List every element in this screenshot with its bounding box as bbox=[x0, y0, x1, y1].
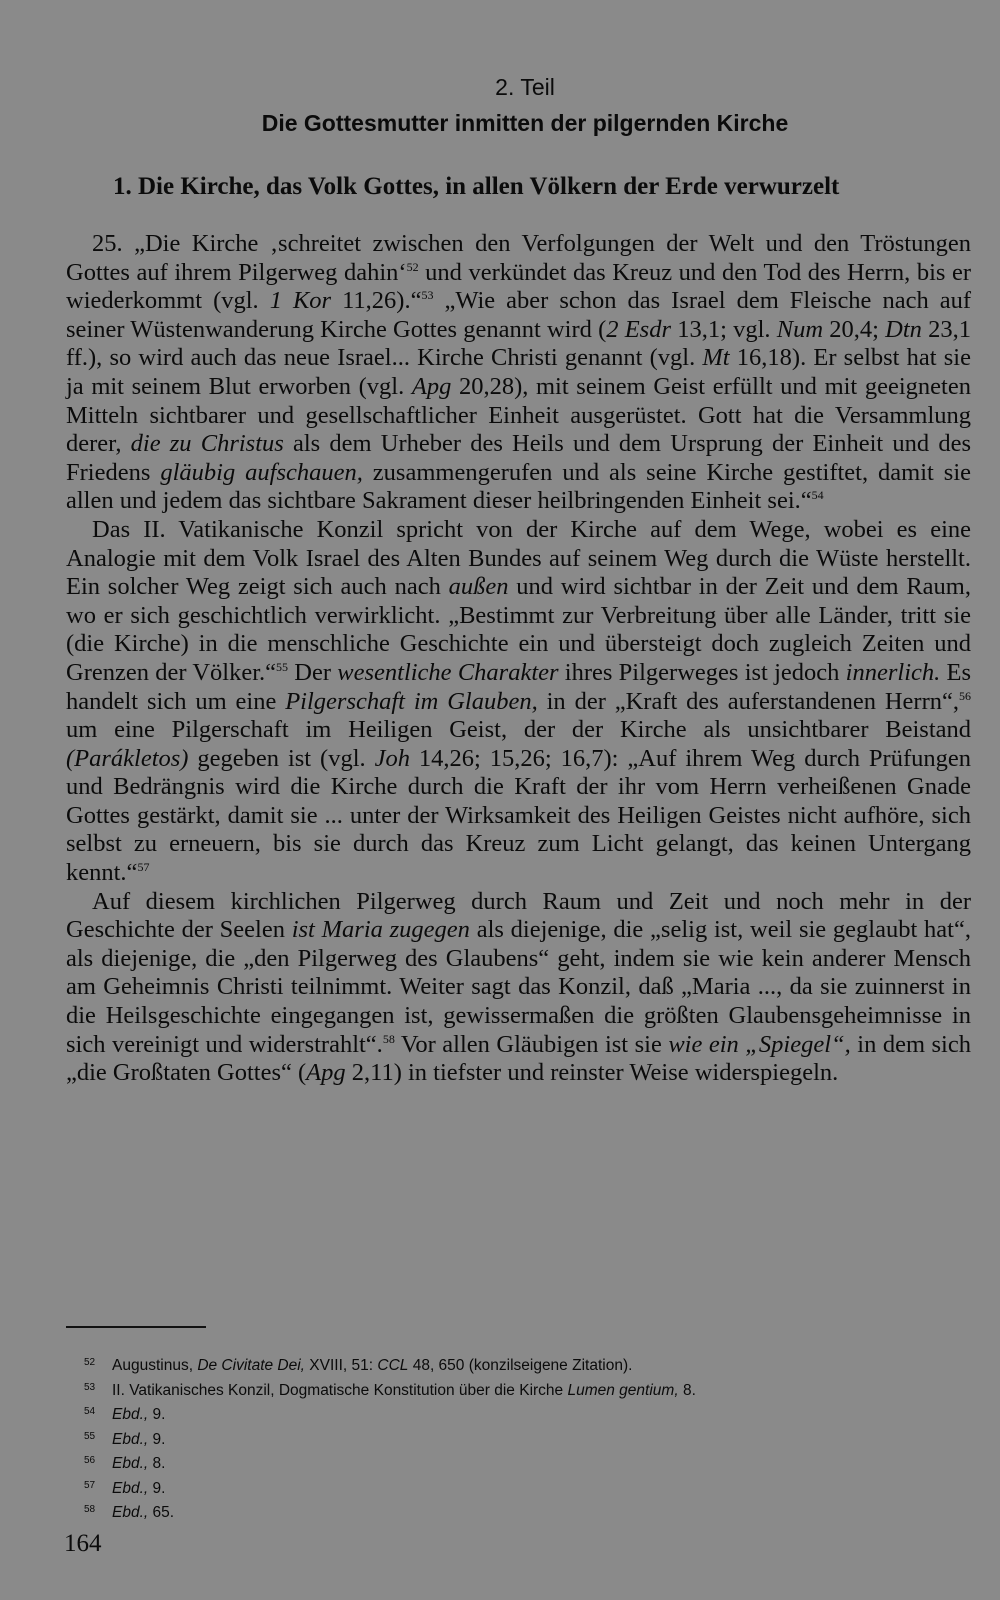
chapter-title: 1. Die Kirche, das Volk Gottes, in allen Völkern der Erde verwurzelt bbox=[113, 173, 840, 200]
text-run: und verkündet das Kreuz und den Tod des Herrn, bis er wiederkommt (vgl. bbox=[66, 258, 972, 315]
scripture-ref: Joh bbox=[374, 744, 410, 772]
footnote-work-title: De Civitate Dei, bbox=[197, 1357, 305, 1374]
body-text bbox=[66, 230, 971, 1088]
scripture-ref: Num bbox=[776, 315, 824, 343]
footnote-work-title: CCL bbox=[377, 1357, 409, 1374]
emphasis: wie ein „Spiegel“, bbox=[668, 1030, 851, 1058]
footnote-number: 54 bbox=[84, 1406, 96, 1417]
footnote-56 bbox=[84, 1450, 964, 1475]
footnote-number: 53 bbox=[84, 1381, 96, 1393]
text-run: ihres Pilgerweges ist jedoch bbox=[558, 658, 846, 686]
footnotes bbox=[84, 1352, 964, 1524]
scripture-ref: Dtn bbox=[885, 315, 922, 343]
footnote-text: Augustinus, bbox=[112, 1357, 198, 1374]
scripture-ref: 2 Esdr bbox=[606, 315, 671, 343]
text-run: Auf diesem kirchlichen Pilgerweg durch Raum und Zeit und noch mehr in der Geschichte der Seelen bbox=[66, 887, 971, 944]
footnote-58 bbox=[84, 1499, 964, 1524]
text-run: Es handelt sich um eine bbox=[66, 658, 972, 715]
emphasis: Pilgerschaft im Glauben, bbox=[285, 687, 538, 715]
footnote-ref-54[interactable]: 54 bbox=[811, 488, 824, 503]
footnote-text: 9. bbox=[148, 1406, 166, 1423]
footnote-text: 8. bbox=[678, 1381, 696, 1399]
footnote-ebd: Ebd., bbox=[112, 1430, 149, 1448]
text-run: 20,28), mit seinem Geist erfüllt und mit geeigneten Mitteln sichtbarer und gesellschaftlicher Einheit ausgerüstet. Gott hat die Versammlung derer, bbox=[66, 372, 971, 458]
text-run: zusammengerufen und als seine Kirche gestiftet, damit sie allen und jedem das sichtbare Sakrament dieser heilbringenden Einheit sei.“ bbox=[66, 458, 972, 515]
text-run: 25. „Die Kirche ‚schreitet zwischen den Verfolgungen der Welt und den Tröstungen Gottes auf ihrem Pilgerweg dahin‘ bbox=[66, 230, 971, 286]
footnote-ebd: Ebd., bbox=[112, 1504, 149, 1521]
footnote-57 bbox=[84, 1475, 964, 1500]
part-title: Die Gottesmutter inmitten der pilgernden Kirche bbox=[261, 110, 789, 136]
text-run: „Wie aber schon das Israel dem Fleische nach auf seiner Wüstenwanderung Kirche Gottes genannt wird ( bbox=[66, 287, 971, 343]
emphasis: (Parákletos) bbox=[66, 744, 189, 772]
text-run: 16,18). Er selbst hat sie ja mit seinem Blut erworben (vgl. bbox=[66, 344, 971, 400]
footnote-text: 8. bbox=[148, 1455, 166, 1472]
page-number: 164 bbox=[64, 1530, 102, 1557]
footnote-ebd: Ebd., bbox=[112, 1455, 149, 1472]
emphasis: die zu Christus bbox=[130, 430, 284, 458]
emphasis: innerlich. bbox=[845, 658, 941, 686]
text-run: Das II. Vatikanische Konzil spricht von der Kirche auf dem Wege, wobei es eine Analogie mit dem Volk Israel des Alten Bundes auf seinem Weg durch die Wüste herstellt. Ein solcher Weg zeigt sich auch nach bbox=[66, 515, 971, 601]
emphasis: wesentliche Charakter bbox=[337, 658, 559, 686]
text-run: in der „Kraft des auferstandenen Herrn“, bbox=[537, 687, 960, 715]
footnote-text: 9. bbox=[148, 1479, 166, 1497]
footnote-number: 55 bbox=[84, 1430, 96, 1442]
text-run: 11,26).“ bbox=[331, 287, 422, 315]
text-run: und wird sichtbar in der Zeit und dem Raum, wo er sich geschichtlich verwirklicht. „Bestimmt zur Verbreitung über alle Länder, tritt sie (die Kirche) in die menschliche Geschichte ein und übersteigt doch zugleich Zeiten und Grenzen der Völker.“ bbox=[66, 573, 971, 686]
footnote-number: 56 bbox=[84, 1455, 96, 1466]
footnote-text: 65. bbox=[148, 1504, 175, 1521]
footnote-divider bbox=[66, 1326, 206, 1328]
text-run: Der bbox=[288, 658, 338, 686]
footnote-ref-55[interactable]: 55 bbox=[276, 659, 289, 674]
footnote-53 bbox=[84, 1377, 964, 1402]
footnote-text: II. Vatikanisches Konzil, Dogmatische Konstitution über die Kirche bbox=[112, 1381, 568, 1399]
footnote-55 bbox=[84, 1426, 964, 1451]
footnote-ref-57[interactable]: 57 bbox=[137, 860, 150, 875]
footnote-ebd: Ebd., bbox=[112, 1406, 149, 1423]
text-run: 20,4; bbox=[823, 315, 886, 343]
text-run: als diejenige, die „selig ist, weil sie geglaubt hat“, als diejenige, die „den Pilgerweg des Glaubens“ geht, indem sie wie kein anderer Mensch am Geheimnis Christi teilnimmt. Weiter sagt das Konzil, daß „Maria ..., da sie zuinnerst in die Heilsgeschichte eingegangen ist, gewissermaßen die größten Glaubensgeheimnisse in sich vereinigt und widerstrahlt“. bbox=[66, 916, 971, 1058]
paragraph-25 bbox=[66, 230, 971, 516]
footnote-ebd: Ebd., bbox=[112, 1479, 149, 1497]
footnote-work-title: Lumen gentium, bbox=[567, 1381, 679, 1399]
text-run: 14,26; 15,26; 16,7): „Auf ihrem Weg durch Prüfungen und Bedrängnis wird die Kirche durch die Kraft der ihr vom Herrn verheißenen Gnade Gottes gestärkt, damit sie ... unter der Wirksamkeit des Heiligen Geistes nicht aufhöre, sich selbst zu erneuern, bis sie durch das Kreuz zum Licht gelangt, das keinen Untergang kennt.“ bbox=[66, 744, 971, 887]
footnote-ref-52[interactable]: 52 bbox=[406, 259, 419, 274]
emphasis: gläubig aufschauen, bbox=[160, 458, 363, 486]
text-run: gegeben ist (vgl. bbox=[188, 744, 375, 772]
text-run: 2,11) in tiefster und reinster Weise widerspiegeln. bbox=[345, 1059, 839, 1087]
footnote-52 bbox=[84, 1352, 964, 1377]
paragraph-maria bbox=[66, 888, 971, 1088]
part-label: 2. Teil bbox=[495, 74, 555, 100]
footnote-text: XVIII, 51: bbox=[305, 1357, 378, 1374]
footnote-text: 48, 650 (konzilseigene Zitation). bbox=[408, 1357, 633, 1374]
emphasis: außen bbox=[448, 573, 509, 601]
footnote-ref-56[interactable]: 56 bbox=[959, 688, 972, 703]
footnote-number: 58 bbox=[84, 1504, 96, 1515]
text-run: in dem sich „die Großtaten Gottes“ ( bbox=[66, 1030, 971, 1087]
paragraph-pilgrimage bbox=[66, 516, 971, 888]
scripture-ref: Apg bbox=[306, 1059, 346, 1087]
text-run: 13,1; vgl. bbox=[671, 315, 777, 343]
footnote-ref-58[interactable]: 58 bbox=[382, 1031, 395, 1046]
footnote-text: 9. bbox=[148, 1430, 166, 1448]
text-run: um eine Pilgerschaft im Heiligen Geist, der der Kirche als unsichtbarer Beistand bbox=[66, 716, 971, 744]
text-run: als dem Urheber des Heils und dem Ursprung der Einheit und des Friedens bbox=[66, 430, 971, 486]
scripture-ref: Mt bbox=[702, 344, 730, 372]
emphasis: ist Maria zugegen bbox=[291, 916, 470, 944]
scripture-ref: 1 Kor bbox=[269, 287, 332, 315]
text-run: 23,1 ff.), so wird auch das neue Israel... Kirche Christi genannt (vgl. bbox=[66, 315, 971, 372]
footnote-number: 52 bbox=[84, 1357, 96, 1368]
footnote-number: 57 bbox=[84, 1479, 96, 1491]
footnote-54 bbox=[84, 1401, 964, 1426]
scripture-ref: Apg bbox=[411, 372, 452, 400]
footnote-ref-53[interactable]: 53 bbox=[421, 288, 434, 303]
text-run: Vor allen Gläubigen ist sie bbox=[394, 1030, 669, 1058]
